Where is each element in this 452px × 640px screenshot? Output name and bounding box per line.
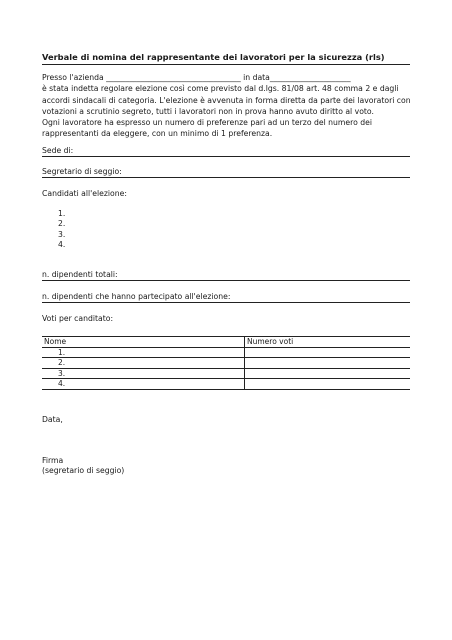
votes-table <box>42 336 410 390</box>
dipendenti-partecipanti-field[interactable]: n. dipendenti che hanno partecipato all'elezione: <box>42 292 410 303</box>
candidate-item[interactable]: 4. <box>58 239 66 249</box>
table-header-row <box>42 337 410 348</box>
table-header-nome: Nome <box>42 337 245 348</box>
intro-line: rappresentanti da eleggere, con un minimo di 1 preferenza. <box>42 129 273 139</box>
table-cell-voti[interactable] <box>245 379 411 390</box>
segretario-field[interactable]: Segretario di seggio: <box>42 167 410 178</box>
candidati-label: Candidati all'elezione: <box>42 189 127 198</box>
intro-paragraph <box>42 72 410 140</box>
intro-line: è stata indetta regolare elezione così come previsto dal d.lgs. 81/08 art. 48 comma 2 e dagli <box>42 84 399 94</box>
candidati-list <box>58 209 65 250</box>
intro-line: accordi sindacali di categoria. L'elezione è avvenuta in forma diretta da parte dei lavoratori con <box>42 95 411 105</box>
sede-field[interactable]: Sede di: <box>42 146 410 157</box>
table-row <box>42 358 410 369</box>
table-cell-nome[interactable]: 3. <box>42 368 245 379</box>
table-row <box>42 368 410 379</box>
table-cell-voti[interactable] <box>245 358 411 369</box>
intro-line: votazioni a scrutinio segreto, tutti i lavoratori non in prova hanno avuto diritto al voto. <box>42 106 374 116</box>
intro-line: Ogni lavoratore ha espresso un numero di preferenze pari ad un terzo del numero dei <box>42 118 373 128</box>
table-row <box>42 379 410 390</box>
candidate-item[interactable]: 3. <box>58 229 66 239</box>
firma-label: Firma <box>42 456 64 465</box>
table-cell-voti[interactable] <box>245 347 411 358</box>
voti-label: Voti per canditato: <box>42 314 114 323</box>
data-label: Data, <box>42 415 63 424</box>
table-cell-nome[interactable]: 4. <box>42 379 245 390</box>
candidate-item[interactable]: 1. <box>58 209 66 218</box>
table-cell-nome[interactable]: 2. <box>42 358 245 369</box>
table-cell-nome[interactable]: 1. <box>42 347 245 358</box>
table-row <box>42 347 410 358</box>
table-cell-voti[interactable] <box>245 368 411 379</box>
intro-line: Presso l'azienda ___________________________________ in data_____________________ <box>42 73 351 82</box>
candidate-item[interactable]: 2. <box>58 219 66 229</box>
dipendenti-totali-field[interactable]: n. dipendenti totali: <box>42 270 410 281</box>
document-title: Verbale di nomina del rappresentante dei lavoratori per la sicurezza (rls) <box>42 52 410 65</box>
firma-sub-label: (segretario di seggio) <box>42 466 125 475</box>
table-header-voti: Numero voti <box>245 337 411 348</box>
